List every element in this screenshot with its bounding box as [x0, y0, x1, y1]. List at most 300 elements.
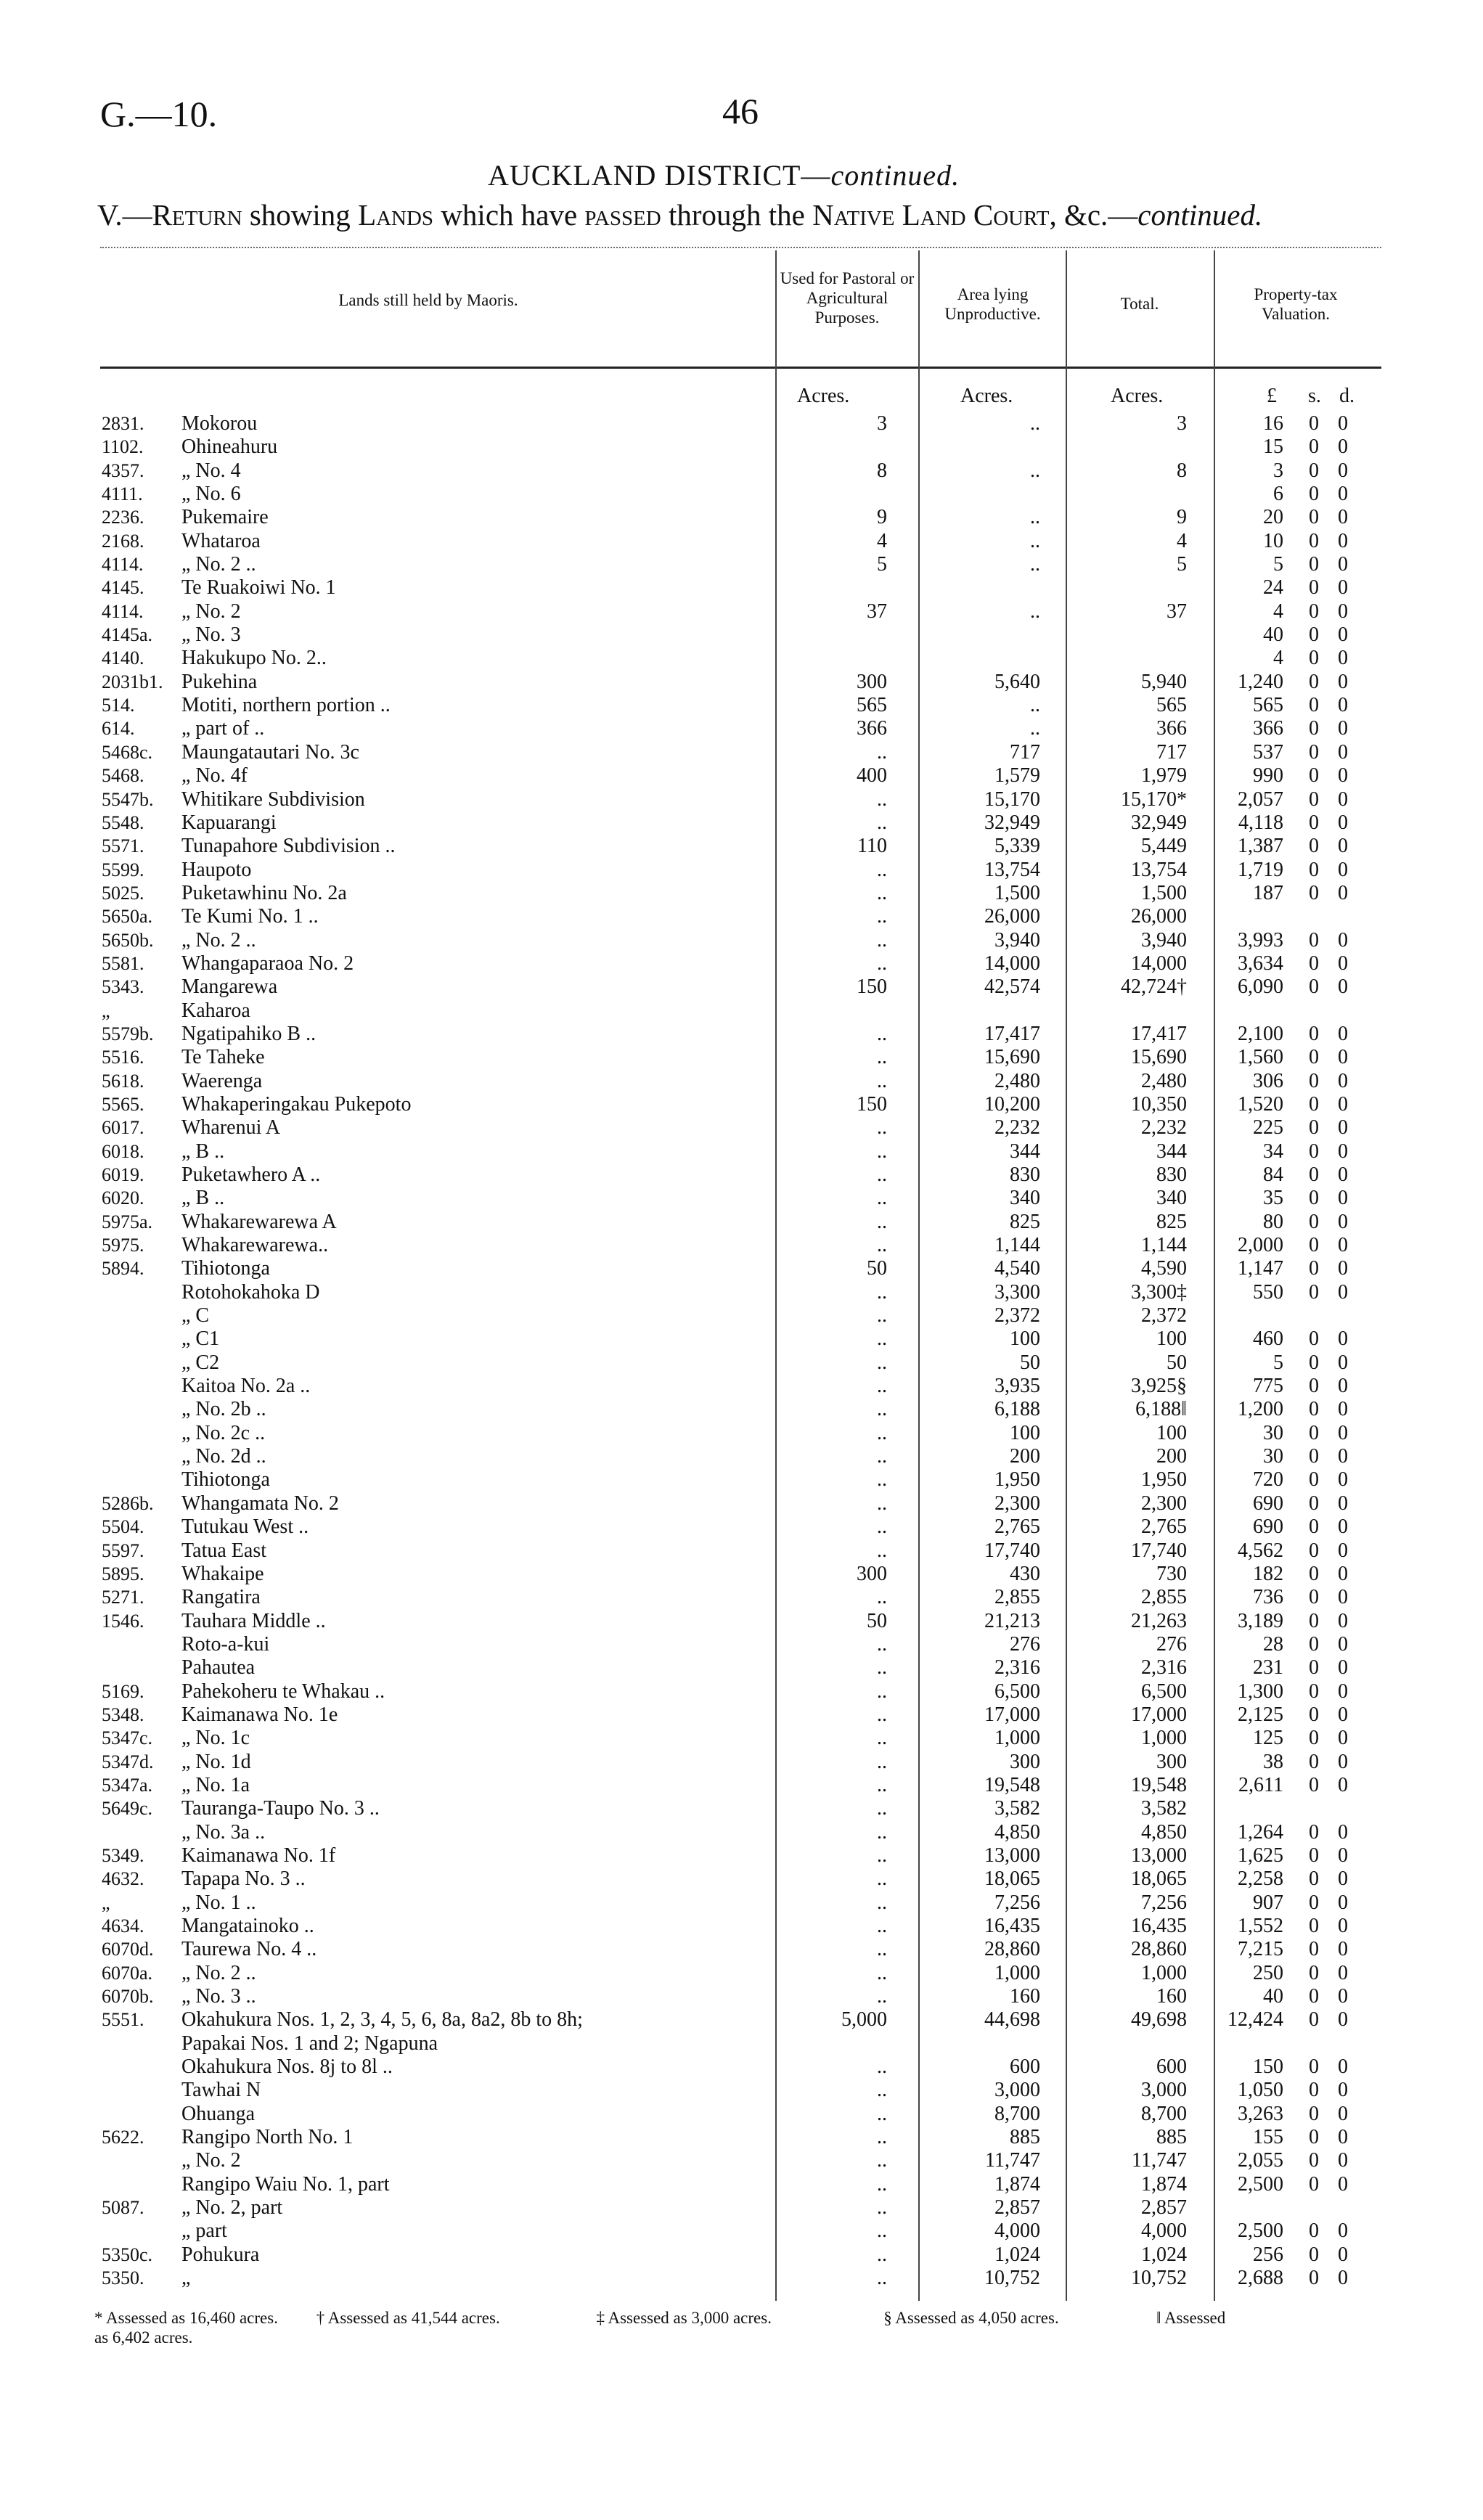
total-acres: 2,480	[1141, 1069, 1187, 1092]
total-acres: 1,000	[1141, 1961, 1187, 1984]
valuation-shillings: 0	[1309, 2102, 1319, 2125]
unproductive-acres: 1,579	[994, 764, 1040, 788]
valuation-pounds: 907	[1253, 1891, 1283, 1914]
valuation-pounds: 4,562	[1238, 1539, 1283, 1562]
parcel-number: 1102.	[102, 436, 144, 458]
valuation-pence: 0	[1338, 1844, 1348, 1867]
valuation-shillings: 0	[1309, 1022, 1319, 1045]
table-row	[0, 1116, 1483, 1140]
parcel-number: 5347d.	[102, 1751, 154, 1772]
parcel-number: „	[102, 1891, 110, 1913]
table-row	[0, 811, 1483, 835]
unproductive-acres: 3,300	[994, 1280, 1040, 1304]
valuation-pence: 0	[1338, 1961, 1348, 1984]
table-row	[0, 999, 1483, 1023]
total-acres: 4,850	[1141, 1820, 1187, 1844]
table-row	[0, 2032, 1483, 2055]
unproductive-acres: 4,000	[994, 2220, 1040, 2243]
valuation-pounds: 30	[1263, 1445, 1283, 1468]
valuation-pounds: 182	[1253, 1562, 1283, 1585]
table-row	[0, 1985, 1483, 2008]
unproductive-acres: 42,574	[984, 975, 1040, 999]
valuation-pence: 0	[1338, 2243, 1348, 2266]
land-name: Te Ruakoiwi No. 1	[181, 576, 336, 600]
parcel-number: 4114.	[102, 600, 144, 622]
valuation-shillings: 0	[1309, 435, 1319, 459]
valuation-shillings: 0	[1309, 1632, 1319, 1656]
unit-shillings: s.	[1308, 385, 1321, 407]
footnote-4: § Assessed as 4,050 acres.	[883, 2309, 1059, 2327]
land-name: Whakaipe	[181, 1562, 264, 1585]
pastoral-acres: ..	[877, 905, 887, 928]
land-name: Puketawhinu No. 2a	[181, 881, 347, 904]
valuation-pence: 0	[1338, 647, 1348, 670]
total-acres: 32,949	[1131, 811, 1187, 834]
valuation-shillings: 0	[1309, 1703, 1319, 1726]
valuation-pounds: 720	[1253, 1468, 1283, 1492]
unproductive-acres: 2,372	[994, 1304, 1040, 1328]
unproductive-acres: 32,949	[984, 811, 1040, 834]
table-row	[0, 1915, 1483, 1938]
valuation-pounds: 1,387	[1238, 835, 1283, 858]
parcel-number: 6020.	[102, 1187, 144, 1209]
table-row	[0, 576, 1483, 600]
valuation-pounds: 2,055	[1238, 2149, 1283, 2172]
total-acres: 200	[1156, 1445, 1187, 1468]
district-continued: continued.	[830, 159, 960, 192]
valuation-pounds: 1,520	[1238, 1092, 1283, 1116]
pastoral-acres: ..	[877, 1187, 887, 1210]
parcel-number: 4145a.	[102, 624, 153, 646]
land-name: Tutukau West ..	[181, 1515, 309, 1539]
valuation-pounds: 80	[1263, 1210, 1283, 1233]
valuation-pounds: 4	[1273, 647, 1283, 670]
pastoral-acres: ..	[877, 1022, 887, 1045]
valuation-pence: 0	[1338, 1140, 1348, 1163]
land-name: Mangatainoko ..	[181, 1915, 314, 1937]
unproductive-acres: 15,170	[984, 788, 1040, 811]
valuation-pounds: 2,057	[1238, 788, 1283, 811]
subtitle-court: Native Land Court	[812, 198, 1050, 232]
valuation-pounds: 2,500	[1238, 2172, 1283, 2196]
valuation-pounds: 231	[1253, 1656, 1283, 1680]
parcel-number: 5618.	[102, 1070, 144, 1092]
valuation-pence: 0	[1338, 1092, 1348, 1116]
unproductive-acres: 825	[1010, 1210, 1040, 1233]
parcel-number: 6018.	[102, 1140, 144, 1162]
total-acres: 2,300	[1141, 1492, 1187, 1515]
valuation-shillings: 0	[1309, 2008, 1319, 2032]
unit-pounds: £	[1267, 385, 1277, 407]
unproductive-acres: 100	[1010, 1421, 1040, 1444]
parcel-number: 2168.	[102, 530, 144, 552]
valuation-shillings: 0	[1309, 1187, 1319, 1210]
parcel-number: 5169.	[102, 1680, 144, 1702]
pastoral-acres: 50	[867, 1257, 887, 1280]
table-row	[0, 2243, 1483, 2267]
valuation-shillings: 0	[1309, 1069, 1319, 1092]
land-name: „ No. 4f	[181, 764, 248, 788]
valuation-shillings: 0	[1309, 1375, 1319, 1398]
pastoral-acres: ..	[877, 1703, 887, 1726]
pastoral-acres: ..	[877, 1891, 887, 1914]
total-acres: 3,300‡	[1131, 1280, 1187, 1304]
valuation-pounds: 565	[1253, 694, 1283, 717]
valuation-pounds: 736	[1253, 1586, 1283, 1609]
land-name: Pukemaire	[181, 506, 269, 529]
table-row	[0, 1938, 1483, 1961]
total-acres: 13,754	[1131, 858, 1187, 881]
parcel-number: 5347a.	[102, 1774, 153, 1796]
unproductive-acres: 717	[1010, 740, 1040, 764]
land-name: „ No. 4	[181, 459, 241, 482]
land-name: Kaimanawa No. 1e	[181, 1703, 338, 1726]
valuation-pounds: 537	[1253, 740, 1283, 764]
valuation-shillings: 0	[1309, 600, 1319, 623]
pastoral-acres: ..	[877, 1844, 887, 1867]
valuation-pence: 0	[1338, 623, 1348, 647]
valuation-pence: 0	[1338, 1234, 1348, 1257]
land-name: Rotohokahoka D	[181, 1280, 320, 1304]
land-name: Wharenui A	[181, 1116, 281, 1140]
unproductive-acres: 1,950	[994, 1468, 1040, 1492]
unproductive-acres: 17,740	[984, 1539, 1040, 1562]
unproductive-acres: 430	[1010, 1562, 1040, 1585]
total-acres: 2,765	[1141, 1515, 1187, 1539]
total-acres: 17,740	[1131, 1539, 1187, 1562]
valuation-pounds: 28	[1263, 1632, 1283, 1656]
total-acres: 13,000	[1131, 1844, 1187, 1867]
subtitle-prefix: V.—	[97, 198, 152, 232]
pastoral-acres: ..	[877, 2079, 887, 2102]
total-acres: 21,263	[1131, 1609, 1187, 1632]
valuation-pence: 0	[1338, 1680, 1348, 1703]
valuation-pounds: 3	[1273, 459, 1283, 482]
valuation-shillings: 0	[1309, 694, 1319, 717]
table-row	[0, 1515, 1483, 1539]
valuation-pounds: 775	[1253, 1375, 1283, 1398]
land-name: Mokorou	[181, 412, 258, 435]
land-name: Taurewa No. 4 ..	[181, 1938, 317, 1961]
valuation-pence: 0	[1338, 670, 1348, 693]
valuation-shillings: 0	[1309, 1257, 1319, 1280]
valuation-shillings: 0	[1309, 459, 1319, 482]
unproductive-acres: 28,860	[984, 1938, 1040, 1961]
table-row	[0, 764, 1483, 788]
parcel-number: 5516.	[102, 1047, 144, 1068]
land-name: „ No. 2, part	[181, 2196, 283, 2220]
land-name: Whakarewarewa..	[181, 1234, 329, 1257]
valuation-pence: 0	[1338, 1938, 1348, 1961]
valuation-pence: 0	[1338, 858, 1348, 881]
total-acres: 42,724†	[1121, 975, 1187, 999]
pastoral-acres: ..	[877, 2267, 887, 2290]
table-row	[0, 412, 1483, 435]
land-name: „ No. 3a ..	[181, 1820, 266, 1844]
footnote-3: ‡ Assessed as 3,000 acres.	[596, 2309, 772, 2327]
pastoral-acres: 150	[857, 975, 887, 999]
land-name: Papakai Nos. 1 and 2; Ngapuna	[181, 2032, 438, 2055]
pastoral-acres: 9	[877, 506, 887, 529]
land-name: „ C1	[181, 1328, 220, 1351]
valuation-pence: 0	[1338, 1586, 1348, 1609]
table-row	[0, 435, 1483, 459]
pastoral-acres: ..	[877, 881, 887, 904]
subtitle-return: Return	[152, 198, 242, 232]
valuation-pounds: 15	[1263, 435, 1283, 459]
valuation-shillings: 0	[1309, 2149, 1319, 2172]
valuation-pounds: 1,625	[1238, 1844, 1283, 1867]
parcel-number: 4145.	[102, 577, 144, 599]
valuation-pence: 0	[1338, 1398, 1348, 1421]
table-row	[0, 1751, 1483, 1774]
valuation-pounds: 6	[1273, 483, 1283, 506]
total-acres: 340	[1156, 1187, 1187, 1210]
parcel-number: 2831.	[102, 413, 144, 434]
pastoral-acres: ..	[877, 1351, 887, 1374]
valuation-pounds: 550	[1253, 1280, 1283, 1304]
valuation-pence: 0	[1338, 529, 1348, 552]
valuation-pence: 0	[1338, 1187, 1348, 1210]
valuation-pence: 0	[1338, 2126, 1348, 2149]
valuation-pounds: 2,125	[1238, 1703, 1283, 1726]
total-acres: 2,232	[1141, 1116, 1187, 1140]
land-name: Ohineahuru	[181, 435, 278, 459]
unit-pence: d.	[1339, 385, 1355, 407]
table-row	[0, 2008, 1483, 2032]
total-acres: 3,925§	[1131, 1375, 1187, 1398]
valuation-pence: 0	[1338, 1750, 1348, 1773]
land-name: Tapapa No. 3 ..	[181, 1868, 306, 1891]
valuation-pounds: 16	[1263, 412, 1283, 435]
table-row	[0, 647, 1483, 670]
table-row	[0, 1962, 1483, 1985]
unproductive-acres: 50	[1020, 1351, 1040, 1374]
total-acres: 28,860	[1131, 1938, 1187, 1961]
parcel-number: 5348.	[102, 1703, 144, 1725]
land-name: Pukehina	[181, 670, 258, 693]
parcel-number: „	[102, 999, 110, 1021]
pastoral-acres: ..	[877, 1468, 887, 1492]
valuation-pence: 0	[1338, 600, 1348, 623]
land-name: Tauranga-Taupo No. 3 ..	[181, 1797, 380, 1820]
valuation-pence: 0	[1338, 1609, 1348, 1632]
parcel-number: 5650b.	[102, 929, 154, 951]
unproductive-acres: 17,417	[984, 1022, 1040, 1045]
pastoral-acres: ..	[877, 1727, 887, 1750]
land-name: „ No. 2 ..	[181, 928, 256, 952]
valuation-pence: 0	[1338, 2267, 1348, 2290]
unproductive-acres: 100	[1010, 1328, 1040, 1351]
land-name: Maungatautari No. 3c	[181, 740, 359, 764]
valuation-pounds: 225	[1253, 1116, 1283, 1140]
valuation-pence: 0	[1338, 2102, 1348, 2125]
valuation-pounds: 366	[1253, 717, 1283, 740]
valuation-pence: 0	[1338, 694, 1348, 717]
total-acres: 1,874	[1141, 2172, 1187, 2196]
valuation-pence: 0	[1338, 1421, 1348, 1444]
total-acres: 730	[1156, 1562, 1187, 1585]
unproductive-acres: 2,855	[994, 1586, 1040, 1609]
valuation-pounds: 3,634	[1238, 952, 1283, 975]
unproductive-acres: ..	[1030, 412, 1040, 435]
land-name: „ No. 1c	[181, 1727, 250, 1750]
valuation-shillings: 0	[1309, 928, 1319, 952]
valuation-shillings: 0	[1309, 553, 1319, 576]
parcel-number: 4357.	[102, 459, 144, 481]
land-name: „ part of ..	[181, 717, 265, 740]
valuation-pounds: 5	[1273, 1351, 1283, 1374]
parcel-number: 5551.	[102, 2009, 144, 2031]
unproductive-acres: 4,850	[994, 1820, 1040, 1844]
pastoral-acres: ..	[877, 1234, 887, 1257]
total-acres: 15,690	[1131, 1046, 1187, 1069]
total-acres: 1,500	[1141, 881, 1187, 904]
valuation-shillings: 0	[1309, 2220, 1319, 2243]
valuation-pence: 0	[1338, 2079, 1348, 2102]
total-acres: 100	[1156, 1421, 1187, 1444]
land-name: Kaitoa No. 2a ..	[181, 1375, 311, 1398]
pastoral-acres: ..	[877, 1046, 887, 1069]
parcel-number: 5571.	[102, 835, 144, 857]
valuation-pence: 0	[1338, 506, 1348, 529]
table-row	[0, 694, 1483, 717]
valuation-pounds: 2,000	[1238, 1234, 1283, 1257]
unproductive-acres: 17,000	[984, 1703, 1040, 1726]
valuation-shillings: 0	[1309, 1492, 1319, 1515]
valuation-pence: 0	[1338, 435, 1348, 459]
land-name: Te Kumi No. 1 ..	[181, 905, 319, 928]
valuation-shillings: 0	[1309, 1445, 1319, 1468]
valuation-pence: 0	[1338, 1727, 1348, 1750]
valuation-shillings: 0	[1309, 506, 1319, 529]
table-row	[0, 929, 1483, 952]
table-row	[0, 623, 1483, 647]
table-row	[0, 1422, 1483, 1445]
parcel-number: 5975a.	[102, 1211, 153, 1232]
footnote-6: as 6,402 acres.	[94, 2328, 193, 2347]
pastoral-acres: ..	[877, 1515, 887, 1539]
pastoral-acres: ..	[877, 2172, 887, 2196]
table-row	[0, 1797, 1483, 1820]
land-name: Kaimanawa No. 1f	[181, 1844, 336, 1867]
table-row	[0, 483, 1483, 506]
total-acres: 6,500	[1141, 1680, 1187, 1703]
valuation-pence: 0	[1338, 881, 1348, 904]
subtitle-showing: showing	[242, 198, 359, 232]
valuation-pence: 0	[1338, 2220, 1348, 2243]
valuation-pounds: 150	[1253, 2055, 1283, 2079]
parcel-number: 5350.	[102, 2267, 144, 2289]
unproductive-acres: 344	[1010, 1140, 1040, 1163]
table-row	[0, 2196, 1483, 2220]
table-row	[0, 1539, 1483, 1563]
parcel-number: 5468c.	[102, 741, 153, 763]
total-acres: 3,000	[1141, 2079, 1187, 2102]
pastoral-acres: 110	[857, 835, 887, 858]
valuation-pounds: 4,118	[1238, 811, 1283, 834]
valuation-pounds: 35	[1263, 1187, 1283, 1210]
total-acres: 1,000	[1141, 1727, 1187, 1750]
total-acres: 37	[1167, 600, 1187, 623]
valuation-pence: 0	[1338, 553, 1348, 576]
valuation-pounds: 40	[1263, 623, 1283, 647]
subtitle-continued: continued.	[1137, 198, 1263, 232]
pastoral-acres: ..	[877, 1586, 887, 1609]
pastoral-acres: ..	[877, 2243, 887, 2266]
land-name: Tihiotonga	[181, 1257, 270, 1280]
valuation-pence: 0	[1338, 1022, 1348, 1045]
pastoral-acres: ..	[877, 1210, 887, 1233]
valuation-shillings: 0	[1309, 483, 1319, 506]
land-name: „ No. 6	[181, 483, 241, 506]
valuation-pounds: 12,424	[1227, 2008, 1283, 2032]
pastoral-acres: ..	[877, 1163, 887, 1186]
valuation-pounds: 40	[1263, 1985, 1283, 2008]
valuation-shillings: 0	[1309, 1562, 1319, 1585]
valuation-pounds: 2,688	[1238, 2267, 1283, 2290]
parcel-number: 614.	[102, 718, 135, 740]
pastoral-acres: 3	[877, 412, 887, 435]
footnote-line	[94, 2308, 1225, 2328]
valuation-shillings: 0	[1309, 1046, 1319, 1069]
parcel-number: 5343.	[102, 976, 144, 998]
valuation-shillings: 0	[1309, 1985, 1319, 2008]
pastoral-acres: ..	[877, 1398, 887, 1421]
unproductive-acres: 18,065	[984, 1868, 1040, 1891]
valuation-shillings: 0	[1309, 670, 1319, 693]
unit-acres-total: Acres.	[1111, 385, 1164, 407]
total-acres: 9	[1177, 506, 1187, 529]
valuation-pence: 0	[1338, 811, 1348, 834]
unproductive-acres: 3,935	[994, 1375, 1040, 1398]
table-row	[0, 1257, 1483, 1280]
valuation-shillings: 0	[1309, 1116, 1319, 1140]
table-row	[0, 2173, 1483, 2196]
valuation-pence: 0	[1338, 1280, 1348, 1304]
pastoral-acres: ..	[877, 1280, 887, 1304]
unproductive-acres: 1,024	[994, 2243, 1040, 2266]
table-row	[0, 1351, 1483, 1375]
valuation-shillings: 0	[1309, 717, 1319, 740]
valuation-shillings: 0	[1309, 1398, 1319, 1421]
valuation-shillings: 0	[1309, 740, 1319, 764]
land-name: „ part	[181, 2220, 227, 2243]
pastoral-acres: 300	[857, 1562, 887, 1585]
unproductive-acres: 1,874	[994, 2172, 1040, 2196]
land-name: Rangipo Waiu No. 1, part	[181, 2172, 390, 2196]
table-row	[0, 1774, 1483, 1797]
valuation-pounds: 24	[1263, 576, 1283, 600]
unproductive-acres: ..	[1030, 459, 1040, 482]
unproductive-acres: 13,754	[984, 858, 1040, 881]
pastoral-acres: ..	[877, 1961, 887, 1984]
land-name: Rangatira	[181, 1586, 261, 1609]
unproductive-acres: ..	[1030, 529, 1040, 552]
valuation-shillings: 0	[1309, 835, 1319, 858]
valuation-pounds: 1,552	[1238, 1915, 1283, 1937]
parcel-number: 514.	[102, 695, 135, 716]
valuation-pence: 0	[1338, 975, 1348, 999]
unproductive-acres: 21,213	[984, 1609, 1040, 1632]
land-name: „ No. 2 ..	[181, 553, 256, 576]
unproductive-acres: 8,700	[994, 2102, 1040, 2125]
valuation-pence: 0	[1338, 1492, 1348, 1515]
unproductive-acres: 6,188	[994, 1398, 1040, 1421]
unproductive-acres: 11,747	[985, 2149, 1040, 2172]
pastoral-acres: 37	[867, 600, 887, 623]
column-header-total: Total.	[1120, 295, 1159, 313]
